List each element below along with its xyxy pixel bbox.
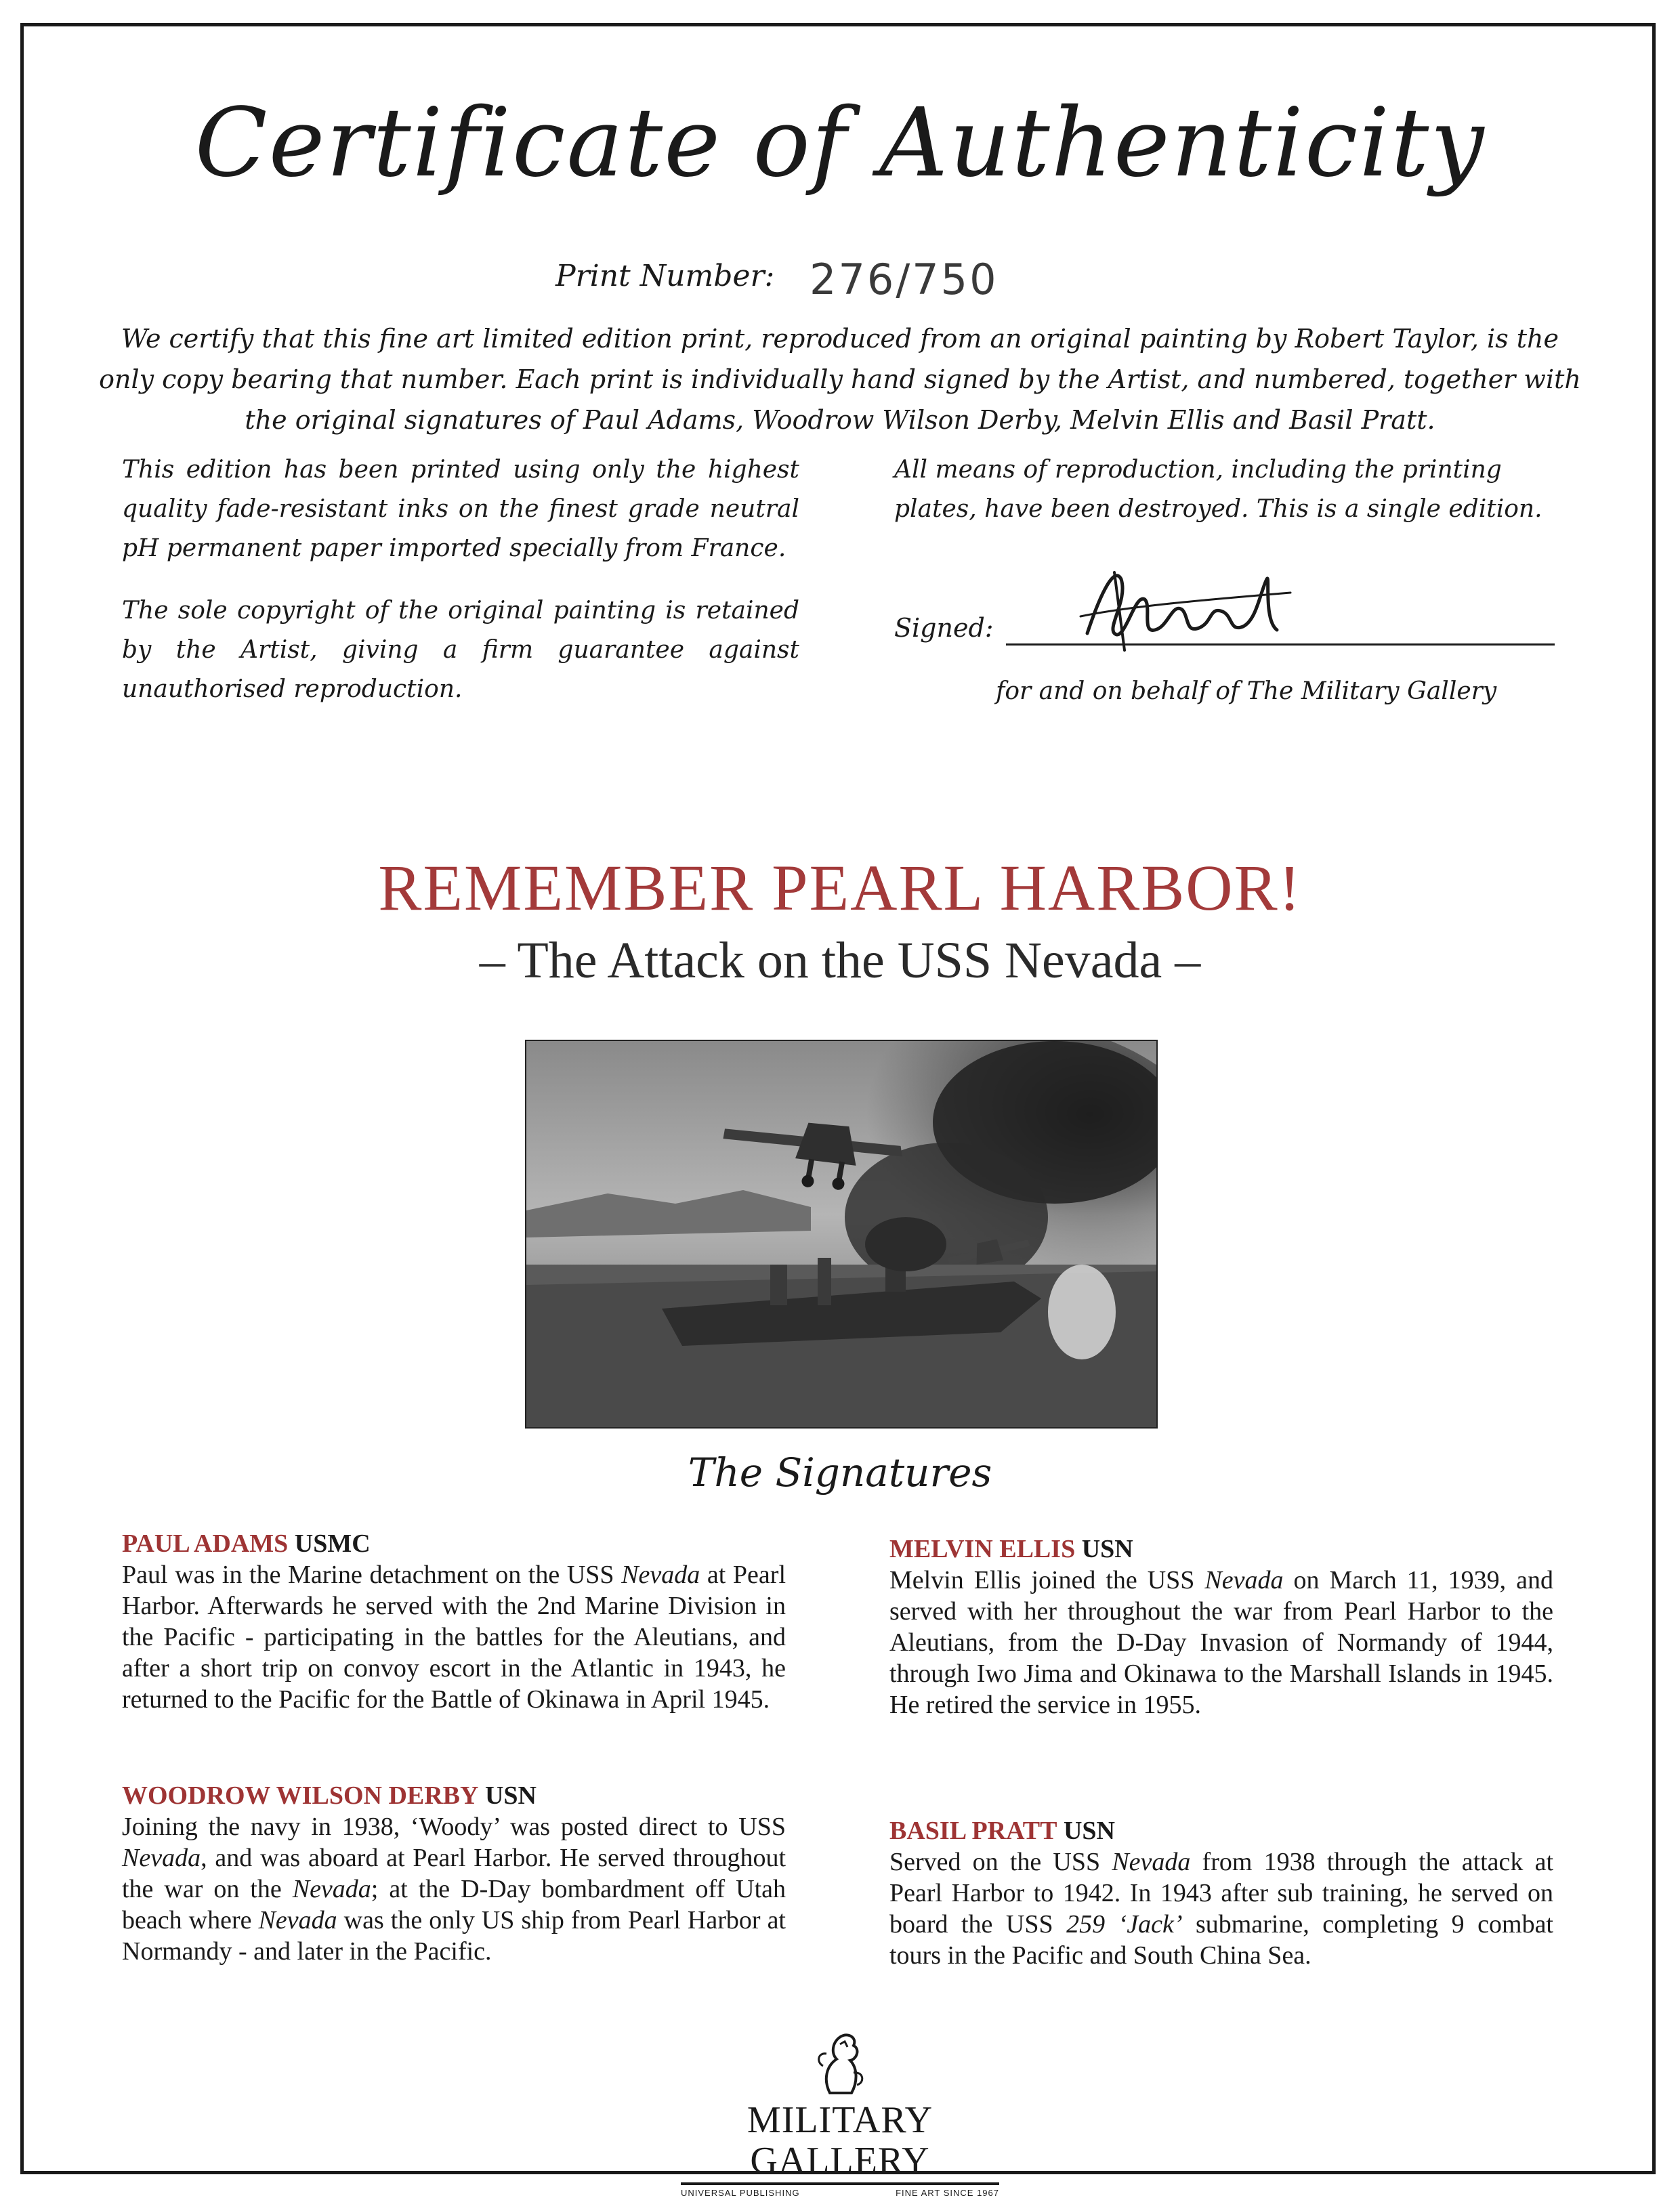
edition-details	[122, 450, 799, 732]
bio-text: Joining the navy in 1938, ‘Woody’ was posted direct to USS	[122, 1813, 786, 1841]
brand-name: MILITARY GALLERY	[681, 2100, 999, 2185]
signatures-heading: The Signatures	[688, 1450, 992, 1496]
reproduction-statement: All means of reproduction, including the printing plates, have been destroyed. This is a single edition.	[894, 456, 1542, 523]
ship-name: Nevada	[621, 1561, 700, 1589]
bio-text: , and was aboard at Pearl Harbor. He served throughout the war on the	[122, 1844, 786, 1903]
signatory-unit: USN	[1063, 1817, 1115, 1845]
bio-text: Served on the USS	[889, 1848, 1112, 1876]
handwritten-signature	[1074, 552, 1297, 660]
ship-name: Nevada	[1204, 1566, 1284, 1594]
bio-text: at Pearl Harbor. Afterwards he served with the 2nd Marine Division in the Pacific - participating in the battles for the Aleutians, and after a short trip on convoy escort in the Atlantic in 1943, he returned to the Pacific for the Battle of Okinawa in April 1945.	[122, 1561, 786, 1714]
print-number-value: 276/750	[810, 255, 999, 304]
bio-text: Melvin Ellis joined the USS	[889, 1566, 1205, 1594]
brand-tagline-left: UNIVERSAL PUBLISHING	[681, 2188, 800, 2198]
signatory-unit: USN	[484, 1781, 537, 1810]
print-headline: REMEMBER PEARL HARBOR!	[378, 851, 1302, 924]
signatory-name: WOODROW WILSON DERBY	[122, 1781, 479, 1810]
ship-name: Nevada	[1112, 1848, 1191, 1876]
signatory-name: MELVIN ELLIS	[889, 1535, 1076, 1563]
certification-statement: We certify that this fine art limited edition print, reproduced from an original painting by Robert Taylor, is the only copy bearing that number. Each print is individually hand signed by the Artist, and numbered, together with the original signatures of Paul Adams, Woodrow Wilson Derby, Melvin Ellis and Basil Pratt.	[99, 324, 1581, 435]
bio-paul-adams	[122, 1528, 786, 1715]
signatory-unit: USMC	[294, 1529, 371, 1558]
signed-label: Signed:	[894, 613, 994, 643]
military-gallery-logo	[681, 2025, 999, 2198]
bio-text: Paul was in the Marine detachment on the USS	[122, 1561, 622, 1589]
signatory-name: BASIL PRATT	[889, 1817, 1057, 1845]
signatory-unit: USN	[1081, 1535, 1133, 1563]
copyright-text: The sole copyright of the original painting is retained by the Artist, giving a firm guarantee against unauthorised reproduction.	[122, 597, 799, 703]
bio-basil-pratt	[889, 1815, 1553, 1971]
print-number-label: Print Number:	[555, 259, 775, 293]
on-behalf-text: for and on behalf of The Military Gallery	[996, 677, 1497, 705]
print-subheadline: – The Attack on the USS Nevada –	[479, 932, 1201, 989]
paper-quality-text: This edition has been printed using only the highest quality fade-resistant inks on the finest grade neutral pH permanent paper imported specially from France.	[122, 456, 799, 562]
bio-woodrow-wilson-derby	[122, 1780, 786, 1967]
bio-text: submarine, completing 9 combat tours in the Pacific and South China Sea.	[889, 1910, 1553, 1970]
signatory-name: PAUL ADAMS	[122, 1529, 289, 1558]
lion-crest-icon	[810, 2025, 870, 2100]
bio-text: was the only US ship from Pearl Harbor at Normandy - and later in the Pacific.	[122, 1906, 786, 1966]
ship-name: Nevada	[292, 1875, 371, 1903]
certificate-title: Certificate of Authenticity	[194, 88, 1486, 198]
bio-text: ; at the D-Day bombardment off Utah beach where	[122, 1875, 786, 1934]
bio-text: on March 11, 1939, and served with her throughout the war from Pearl Harbor to the Aleutians, from the D-Day Invasion of Normandy of 1944, through Iwo Jima and Okinawa to the Marshall Islands in 1945. He retired the service in 1955.	[889, 1566, 1553, 1719]
print-thumbnail-image	[525, 1040, 1158, 1429]
bio-text: from 1938 through the attack at Pearl Harbor to 1942. In 1943 after sub training, he served on board the USS	[889, 1848, 1554, 1939]
ship-name: Nevada	[122, 1844, 201, 1872]
ship-name: Nevada	[258, 1906, 337, 1934]
brand-tagline-right: FINE ART SINCE 1967	[896, 2188, 999, 2198]
submarine-name: 259 ‘Jack’	[1066, 1910, 1183, 1939]
bio-melvin-ellis	[889, 1533, 1553, 1720]
